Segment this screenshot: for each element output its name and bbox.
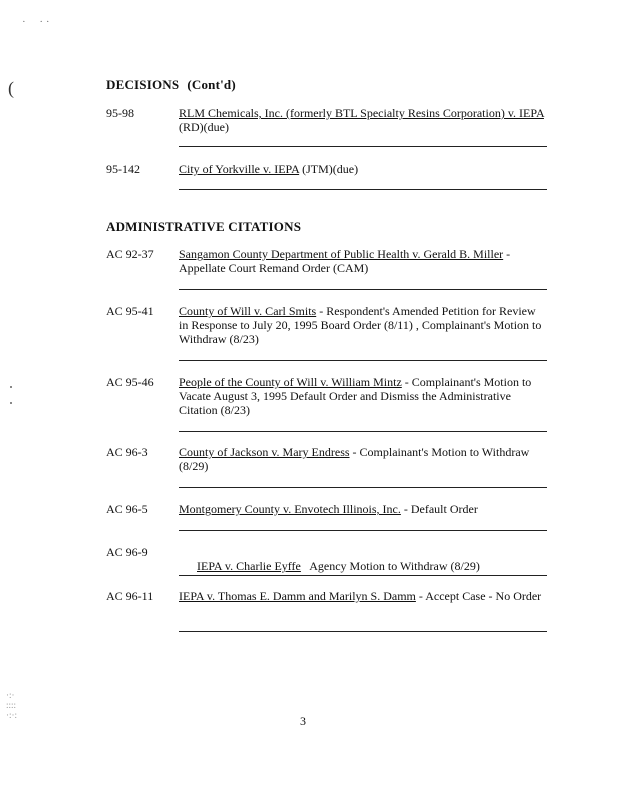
decisions-heading — [106, 77, 236, 93]
case-description — [179, 247, 544, 275]
case-parties: Montgomery County v. Envotech Illinois, Inc. — [179, 502, 401, 516]
case-detail: - Complainant's Motion to Withdraw (8/29) — [179, 445, 530, 473]
case-detail: - Respondent's Amended Petition for Review in Response to July 20, 1995 Board Order (8/11) , Complainant's Motion to Withdraw (8/23) — [179, 304, 542, 346]
case-number: AC 96-5 — [106, 502, 148, 516]
case-number: AC 96-9 — [106, 545, 148, 559]
case-detail: - Default Order — [400, 502, 478, 516]
case-parties: IEPA v. Charlie Eyffe — [197, 559, 301, 573]
case-number: 95-142 — [106, 162, 140, 176]
entry-rule — [179, 631, 547, 632]
entry-rule — [179, 487, 547, 488]
case-number: AC 95-41 — [106, 304, 154, 318]
entry-rule — [179, 146, 547, 147]
case-description — [179, 106, 544, 134]
case-description — [179, 445, 544, 473]
case-number: AC 92-37 — [106, 247, 154, 261]
entry-rule — [179, 530, 547, 531]
scan-artifact-dot — [10, 402, 12, 404]
case-detail: - Accept Case - No Order — [415, 589, 542, 603]
case-parties: IEPA v. Thomas E. Damm and Marilyn S. Damm — [179, 589, 416, 603]
entry-rule — [179, 360, 547, 361]
case-detail: Agency Motion to Withdraw (8/29) — [300, 559, 480, 573]
entry-rule — [179, 189, 547, 190]
case-number: AC 95-46 — [106, 375, 154, 389]
case-description — [179, 502, 544, 516]
case-parties: RLM Chemicals, Inc. (formerly BTL Specialty Resins Corporation) v. IEPA — [179, 106, 544, 120]
decisions-title: DECISIONS — [106, 77, 180, 92]
entry-rule — [179, 289, 547, 290]
case-parties: County of Will v. Carl Smits — [179, 304, 317, 318]
case-parties: People of the County of Will v. William Mintz — [179, 375, 402, 389]
case-number: 95-98 — [106, 106, 134, 120]
case-description — [179, 545, 544, 587]
case-parties: City of Yorkville v. IEPA — [179, 162, 300, 176]
decisions-contd: (Cont'd) — [187, 77, 236, 92]
case-description — [179, 589, 544, 603]
page-number: 3 — [300, 714, 306, 728]
case-description — [179, 162, 544, 176]
scan-artifact-smudge: ·:· :::: ·:·: — [6, 690, 17, 720]
case-description — [179, 375, 544, 417]
case-detail: - Appellate Court Remand Order (CAM) — [179, 247, 511, 275]
admin-citations-heading: ADMINISTRATIVE CITATIONS — [106, 219, 302, 234]
case-number: AC 96-11 — [106, 589, 154, 603]
scan-artifact-dot — [10, 386, 12, 388]
scan-artifact-bracket: ( — [8, 78, 14, 98]
case-parties: County of Jackson v. Mary Endress — [179, 445, 350, 459]
entry-rule — [179, 431, 547, 432]
entry-rule — [179, 575, 547, 576]
case-detail: (JTM)(due) — [299, 162, 359, 176]
scan-artifact-top: · · · — [22, 16, 50, 28]
case-parties: Sangamon County Department of Public Health v. Gerald B. Miller — [179, 247, 504, 261]
case-detail: - Complainant's Motion to Vacate August 3, 1995 Default Order and Dismiss the Administrative Citation (8/23) — [179, 375, 532, 417]
case-number: AC 96-3 — [106, 445, 148, 459]
case-description — [179, 304, 544, 346]
case-detail: (RD)(due) — [179, 120, 229, 134]
